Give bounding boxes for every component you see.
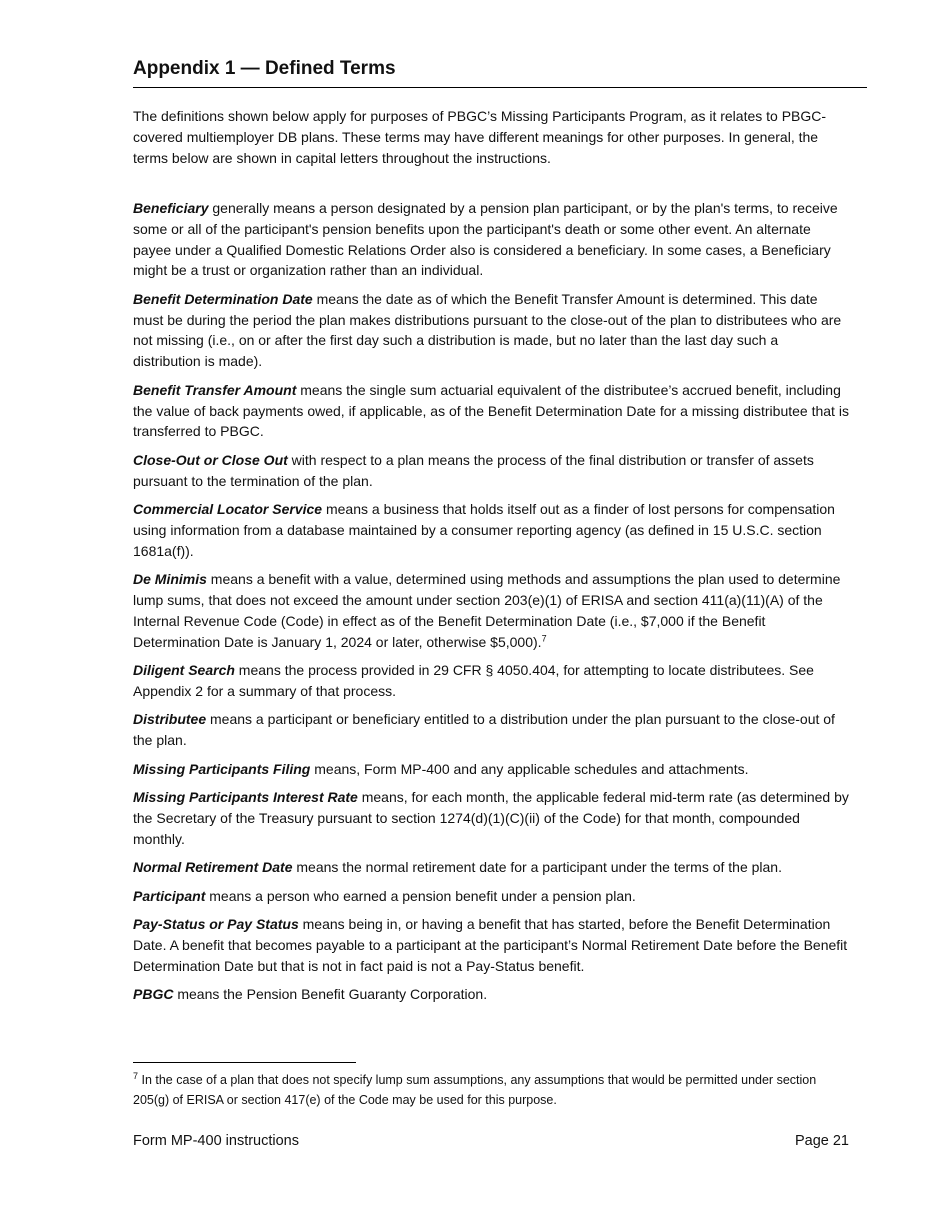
definition-text: generally means a person designated by a pension plan participant, or by the plan's terms, to receive some or all of the participant's pension benefits upon the participant's death or some other event. An alternate payee under a Qualified Domestic Relations Order also is considered a beneficiary. In some cases, a Beneficiary might be a trust or organization rather than an individual. bbox=[133, 200, 838, 279]
definition-text: means the process provided in 29 CFR § 4050.404, for attempting to locate distributees. See Appendix 2 for a summary of that process. bbox=[133, 662, 814, 699]
definition-term: Participant bbox=[133, 887, 206, 904]
definition-text: means the Pension Benefit Guaranty Corporation. bbox=[173, 986, 488, 1003]
footnote-reference[interactable]: 7 bbox=[541, 632, 547, 643]
definition-text: means the single sum actuarial equivalent of the distributee’s accrued benefit, including the value of back payments owed, if applicable, as of the Benefit Determination Date for a missing distributee that is transferred to PBGC. bbox=[133, 381, 849, 440]
definition-text: means a benefit with a value, determined using methods and assumptions the plan used to determine lump sums, that does not exceed the amount under section 203(e)(1) of ERISA and section 411(a)(11)(A) of the Internal Revenue Code (Code) in effect as of the Benefit Determination Date (i.e., $7,000 if the Benefit Determination Date is January 1, 2024 or later, otherwise $5,000). bbox=[133, 571, 841, 650]
definition-term: Missing Participants Interest Rate bbox=[133, 789, 358, 806]
definition-text: means a person who earned a pension benefit under a pension plan. bbox=[205, 887, 636, 904]
definition-item bbox=[133, 984, 849, 1005]
definition-item bbox=[133, 450, 849, 492]
footnote-text: In the case of a plan that does not specify lump sum assumptions, any assumptions that would be permitted under section 205(g) of ERISA or section 417(e) of the Code may be used for this purpose. bbox=[133, 1073, 817, 1107]
definition-text: means the date as of which the Benefit Transfer Amount is determined. This date must be during the period the plan makes distributions pursuant to the close-out of the plan to distributees who are not missing (i.e., on or after the first day such a distribution is made, but no later than the last day such a distribution is made). bbox=[133, 290, 842, 370]
definition-text: means being in, or having a benefit that has started, before the Benefit Determination Date. A benefit that becomes payable to a participant at the participant’s Normal Retirement Date before the Benefit Determination Date but that is not in fact paid is not a Pay-Status benefit. bbox=[133, 916, 848, 974]
footnote bbox=[133, 1070, 849, 1110]
definition-term: Diligent Search bbox=[133, 662, 235, 679]
definition-item bbox=[133, 569, 849, 652]
definition-term: Missing Participants Filing bbox=[133, 760, 311, 777]
definition-item bbox=[133, 660, 849, 702]
intro-paragraph: The definitions shown below apply for purposes of PBGC’s Missing Participants Program, as it relates to PBGC-covered multiemployer DB plans. These terms may have different meanings for other purposes. In general, the terms below are shown in capital letters throughout the instructions. bbox=[133, 108, 827, 166]
definition-term: Benefit Determination Date bbox=[133, 290, 313, 307]
definition-term: Benefit Transfer Amount bbox=[133, 381, 297, 398]
footnote-number: 7 bbox=[133, 1070, 139, 1081]
definition-item bbox=[133, 914, 849, 976]
definition-item bbox=[133, 759, 849, 780]
definition-term: Close-Out or Close Out bbox=[133, 451, 288, 468]
definition-term: Distributee bbox=[133, 711, 207, 728]
definition-item bbox=[133, 499, 849, 561]
definition-term: Normal Retirement Date bbox=[133, 859, 293, 876]
definition-text: means, Form MP-400 and any applicable schedules and attachments. bbox=[310, 760, 749, 777]
definition-term: PBGC bbox=[133, 986, 174, 1003]
definition-item bbox=[133, 289, 849, 372]
definition-text: means, for each month, the applicable federal mid-term rate (as determined by the Secretary of the Treasury pursuant to section 1274(d)(1)(C)(ii) of the Code) for that month, compounded monthly. bbox=[133, 789, 849, 847]
definition-term: Beneficiary bbox=[133, 200, 209, 216]
definition-term: Pay-Status or Pay Status bbox=[133, 916, 299, 933]
definition-term: De Minimis bbox=[133, 571, 207, 588]
definition-term: Commercial Locator Service bbox=[133, 501, 323, 518]
definition-item bbox=[133, 787, 849, 849]
definition-item bbox=[133, 857, 849, 878]
definition-item bbox=[133, 886, 849, 907]
definition-text: means a business that holds itself out as a finder of lost persons for compensation using information from a database maintained by a consumer reporting agency (as defined in 15 U.S.C. section 1681a(f)). bbox=[133, 501, 835, 559]
footer-page-number: Page 21 bbox=[794, 1133, 849, 1149]
definition-item bbox=[133, 380, 849, 442]
page-title: Appendix 1 — Defined Terms bbox=[133, 56, 867, 88]
footnote-divider bbox=[133, 1062, 356, 1063]
definition-text: means a participant or beneficiary entitled to a distribution under the plan pursuant to the close-out of the plan. bbox=[133, 711, 835, 749]
definition-text: means the normal retirement date for a participant under the terms of the plan. bbox=[292, 859, 782, 876]
definition-item bbox=[133, 198, 849, 281]
definitions-list bbox=[133, 198, 849, 1013]
definition-text: with respect to a plan means the process of the final distribution or transfer of assets pursuant to the termination of the plan. bbox=[133, 451, 814, 489]
definition-item bbox=[133, 709, 849, 751]
footer-form-name: Form MP-400 instructions bbox=[133, 1133, 299, 1149]
